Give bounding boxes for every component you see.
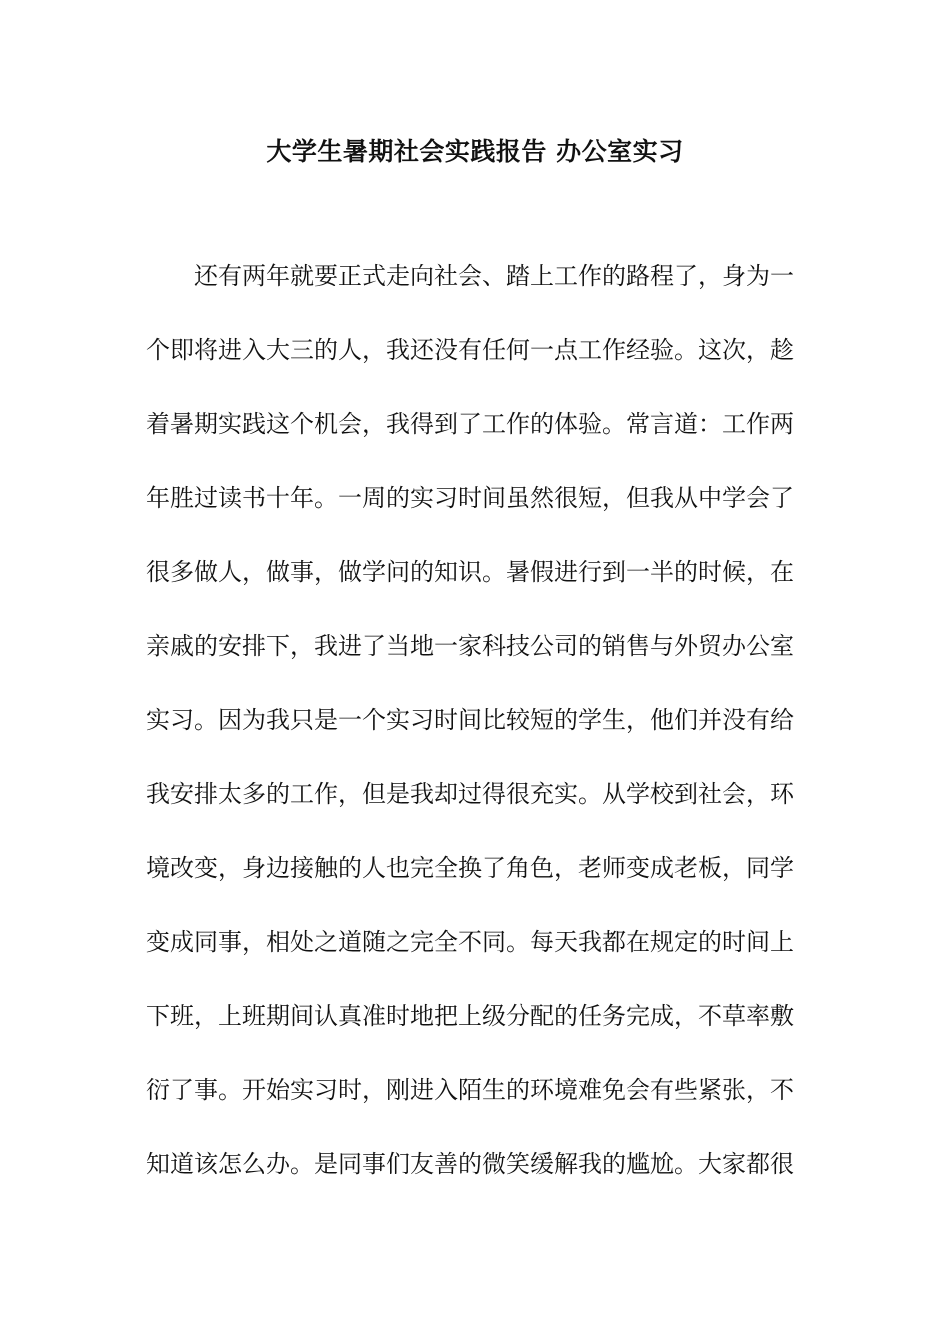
paragraph-line: 变成同事，相处之道随之完全不同。每天我都在规定的时间上 [146,928,794,956]
paragraph-line: 还有两年就要正式走向社会、踏上工作的路程了，身为一 [194,262,794,290]
paragraph-line: 衍了事。开始实习时，刚进入陌生的环境难免会有些紧张，不 [146,1076,794,1104]
paragraph-line: 实习。因为我只是一个实习时间比较短的学生，他们并没有给 [146,706,794,734]
paragraph-line: 下班，上班期间认真准时地把上级分配的任务完成，不草率敷 [146,1002,794,1030]
paragraph-line: 很多做人，做事，做学问的知识。暑假进行到一半的时候，在 [146,558,794,586]
paragraph-line: 着暑期实践这个机会，我得到了工作的体验。常言道：工作两 [146,410,794,438]
paragraph-line: 境改变，身边接触的人也完全换了角色，老师变成老板，同学 [146,854,794,882]
body-paragraph [146,256,806,1218]
paragraph-line: 知道该怎么办。是同事们友善的微笑缓解我的尴尬。大家都很 [146,1150,794,1178]
paragraph-line: 年胜过读书十年。一周的实习时间虽然很短，但我从中学会了 [146,484,794,512]
document-title: 大学生暑期社会实践报告 办公室实习 [266,137,684,166]
paragraph-line: 我安排太多的工作，但是我却过得很充实。从学校到社会，环 [146,780,794,808]
paragraph-line: 亲戚的安排下，我进了当地一家科技公司的销售与外贸办公室 [146,632,794,660]
paragraph-line: 个即将进入大三的人，我还没有任何一点工作经验。这次，趁 [146,336,794,364]
